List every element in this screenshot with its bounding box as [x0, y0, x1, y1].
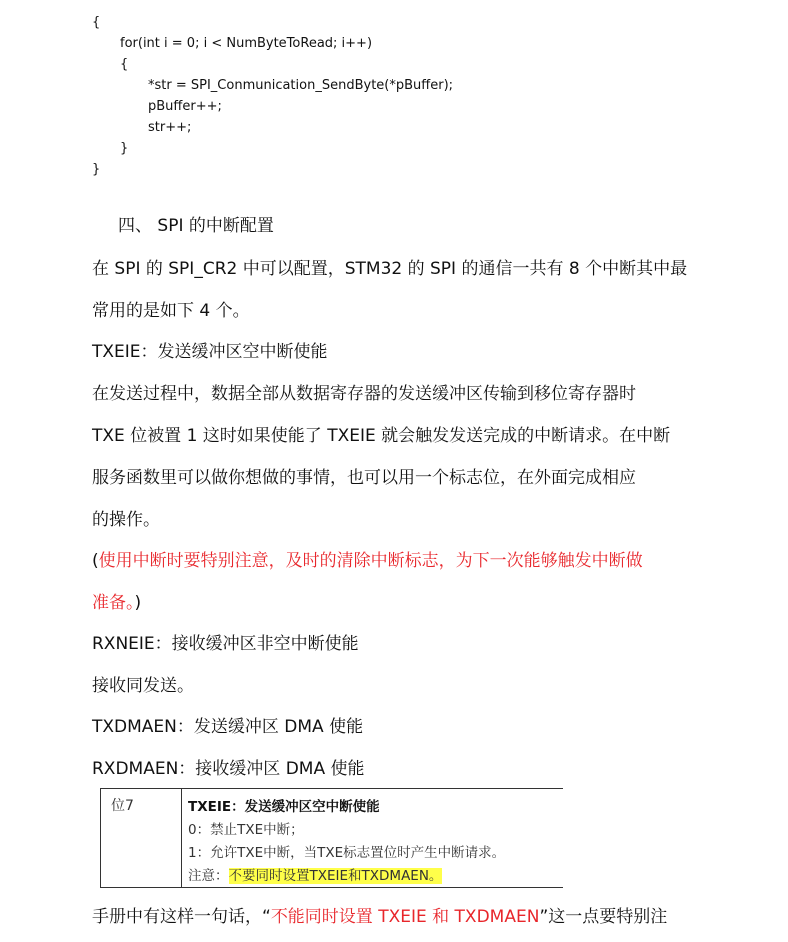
register-table: [100, 788, 563, 888]
rxdmaen-title: RXDMAEN：接收缓冲区 DMA 使能: [92, 759, 365, 779]
footer-sentence: [92, 902, 667, 927]
bit-column: [100, 789, 182, 887]
footer-text: ”这一点要特别注: [539, 907, 668, 927]
field-note: [188, 864, 442, 884]
note-paren-close: ): [134, 593, 142, 613]
paragraph: 的操作。: [92, 510, 160, 530]
code-line: str++;: [148, 120, 192, 135]
paragraph: 在 SPI 的 SPI_CR2 中可以配置，STM32 的 SPI 的通信一共有 8 个中断其中最: [92, 259, 688, 279]
code-line: }: [92, 162, 101, 177]
txdmaen-title: TXDMAEN：发送缓冲区 DMA 使能: [92, 717, 364, 737]
paragraph: TXE 位被置 1 这时如果使能了 TXEIE 就会触发发送完成的中断请求。在中断: [92, 426, 671, 446]
warning-note: [92, 546, 643, 571]
section-heading: 四、 SPI 的中断配置: [118, 216, 274, 236]
code-line: for(int i = 0; i < NumByteToRead; i++): [120, 36, 373, 51]
field-row: 1：允许TXE中断，当TXE标志置位时产生中断请求。: [188, 845, 506, 861]
field-title: TXEIE：发送缓冲区空中断使能: [188, 799, 380, 815]
paragraph: 接收同发送。: [92, 676, 194, 696]
code-line: pBuffer++;: [148, 99, 222, 114]
footer-red-text: 不能同时设置 TXEIE 和 TXDMAEN: [270, 907, 540, 927]
highlighted-note: 不要同时设置TXEIE和TXDMAEN。: [228, 868, 443, 884]
paragraph: 常用的是如下 4 个。: [92, 301, 250, 321]
paragraph: 在发送过程中，数据全部从数据寄存器的发送缓冲区传输到移位寄存器时: [92, 384, 636, 404]
note-prefix: 注意：: [188, 868, 229, 884]
field-row: 0：禁止TXE中断；: [188, 822, 304, 838]
bit-label: 位7: [111, 798, 134, 814]
note-paren-open: (: [92, 551, 99, 571]
code-block: [0, 0, 454, 185]
txeie-title: TXEIE：发送缓冲区空中断使能: [92, 342, 328, 362]
rxneie-title: RXNEIE：接收缓冲区非空中断使能: [92, 634, 359, 654]
footer-text: 手册中有这样一句话，“: [92, 907, 271, 927]
code-line: *str = SPI_Conmunication_SendByte(*pBuffer);: [148, 78, 454, 93]
paragraph: 服务函数里可以做你想做的事情，也可以用一个标志位，在外面完成相应: [92, 468, 636, 488]
code-line: {: [120, 57, 129, 72]
code-line: }: [120, 141, 129, 156]
note-red-text: 准备。: [92, 593, 135, 613]
note-red-text: 使用中断时要特别注意，及时的清除中断标志，为下一次能够触发中断做: [98, 551, 643, 571]
warning-note-cont: [92, 588, 141, 613]
code-line: {: [92, 15, 101, 30]
